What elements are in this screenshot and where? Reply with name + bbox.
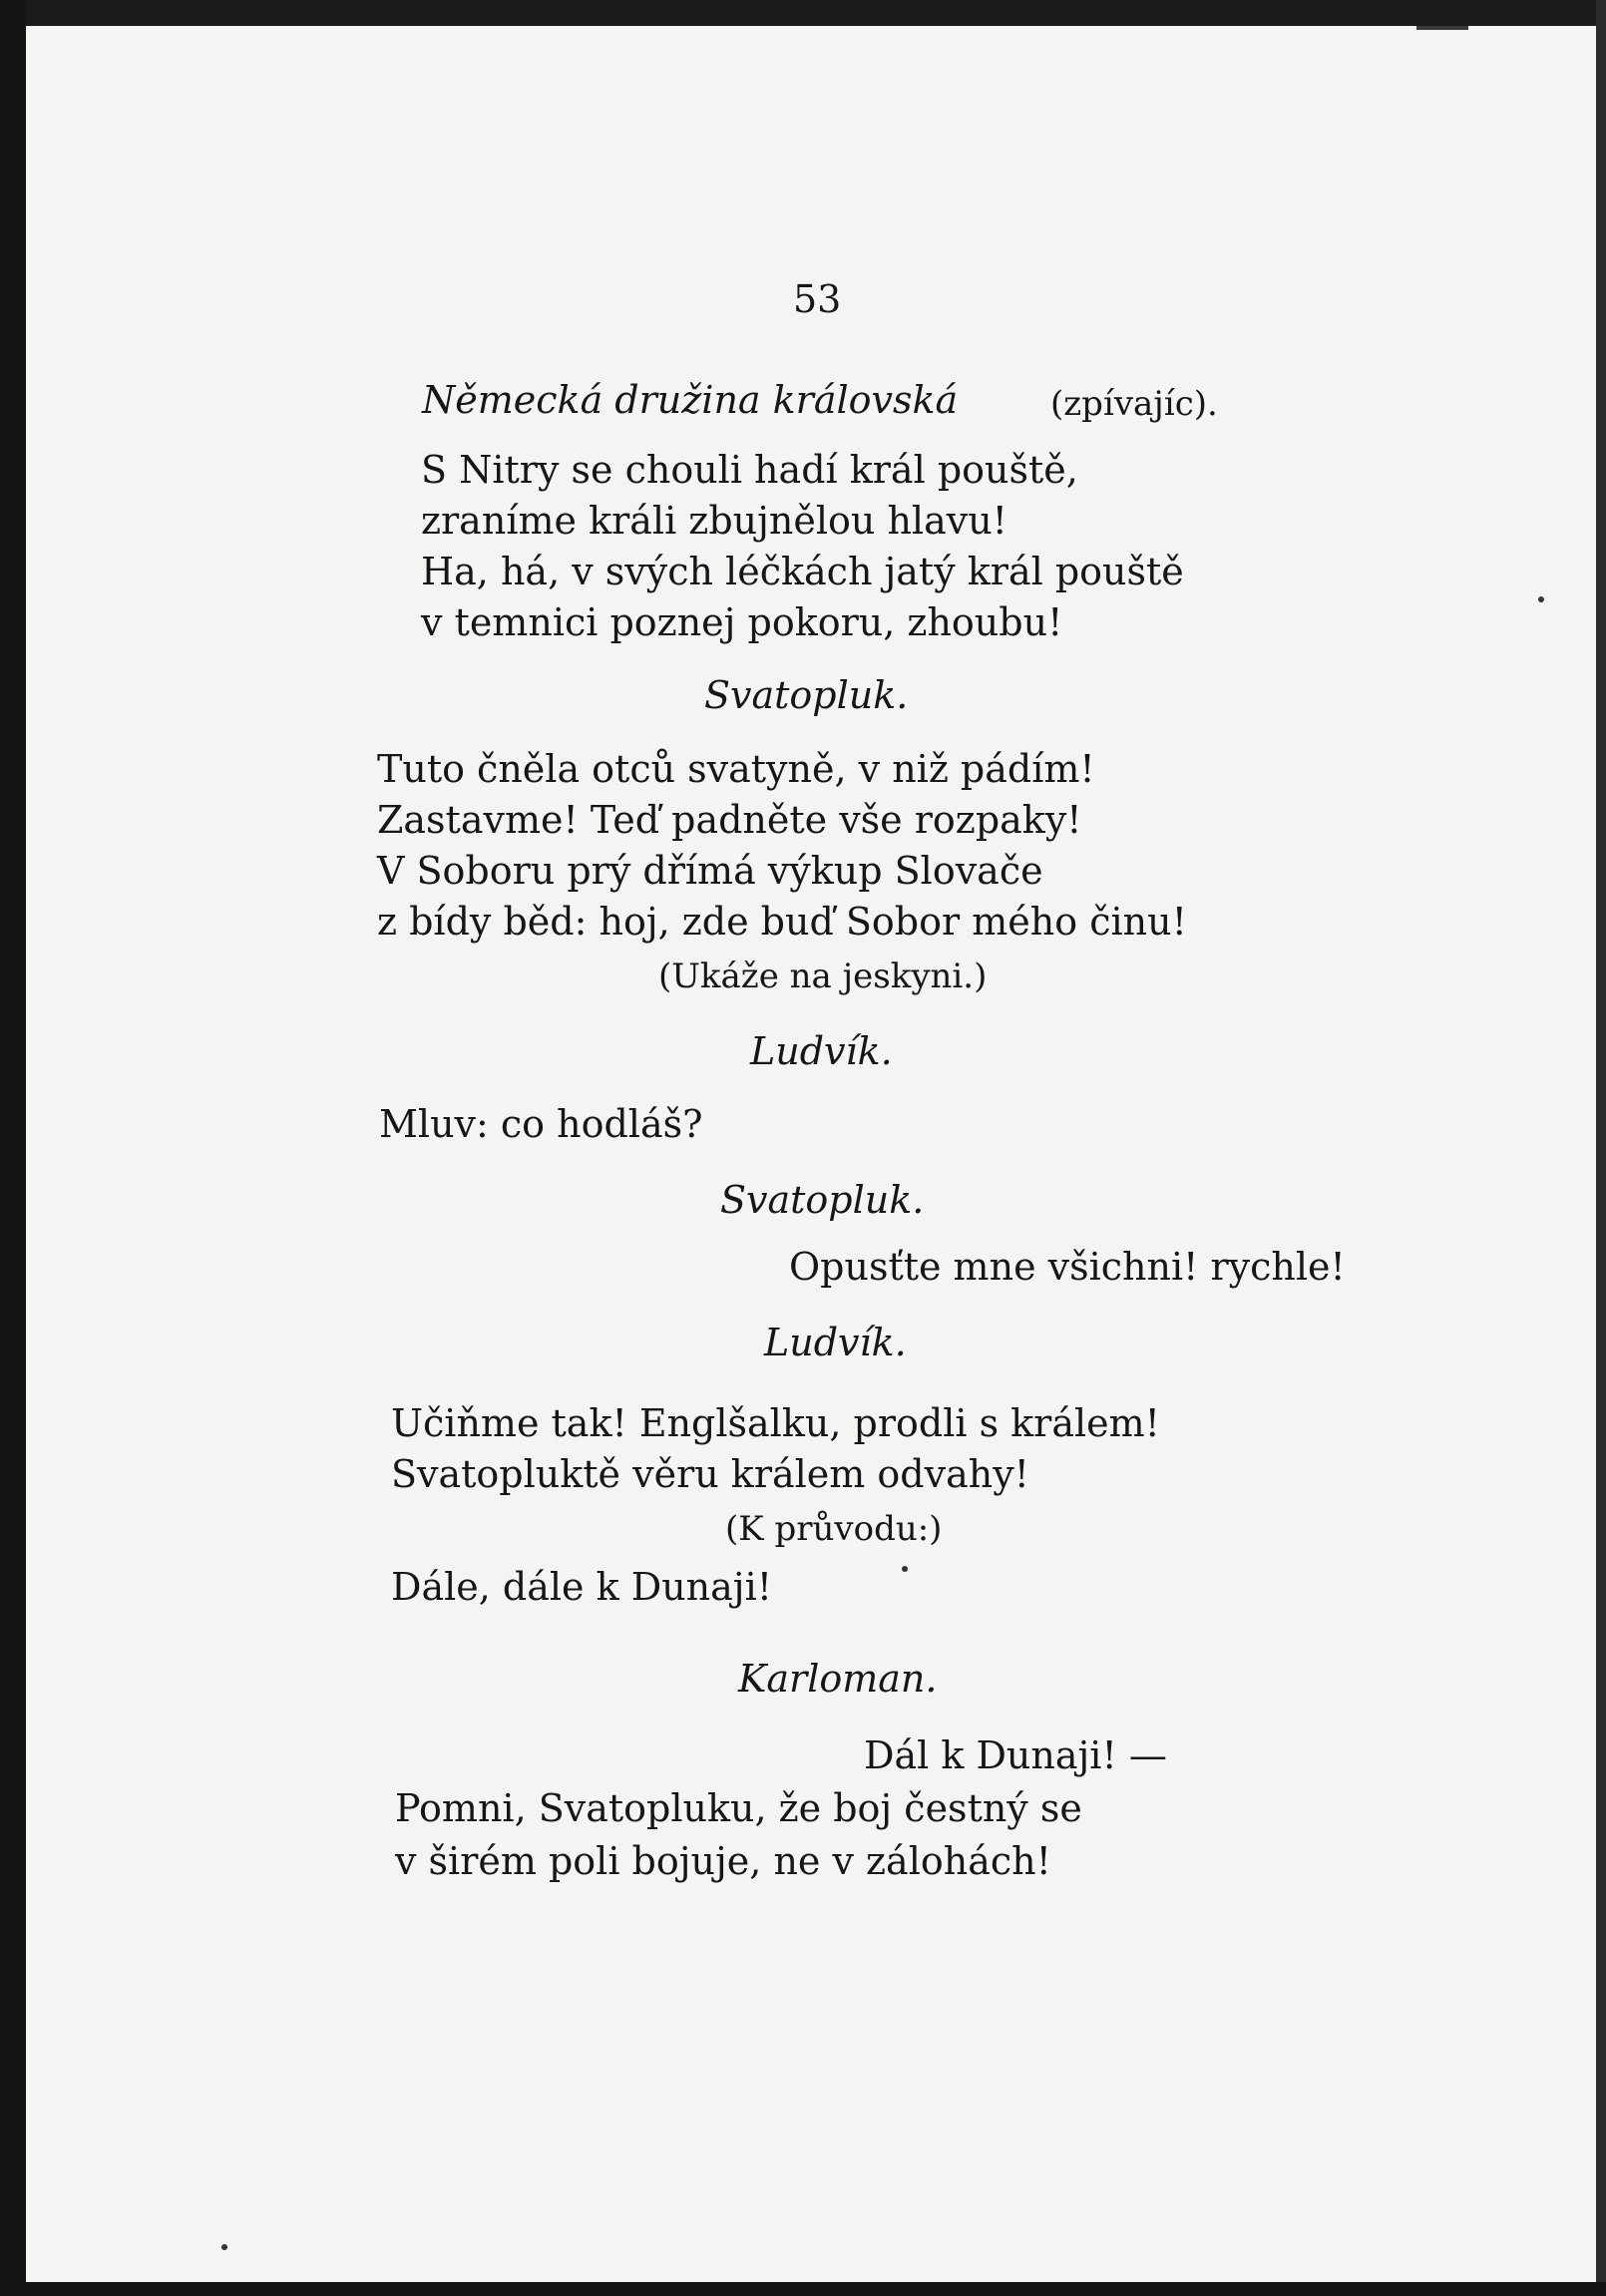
verse-line: Pomni, Svatopluku, že boj čestný se (395, 1786, 1082, 1830)
verse-line: Dále, dále k Dunaji! (391, 1565, 773, 1609)
speaker-ludvik: Ludvík. (750, 1029, 893, 1073)
stage-direction-ukaze: (Ukáže na jeskyni.) (658, 957, 988, 996)
verse-line: Dál k Dunaji! — (864, 1733, 1167, 1777)
scan-top-mark (1416, 26, 1468, 30)
speaker-nemecka-druzina: Německá družina královská (422, 378, 959, 422)
verse-line: Tuto čněla otců svatyně, v niž pádím! (377, 747, 1095, 791)
verse-line: Zastavme! Teď padněte vše rozpaky! (377, 798, 1082, 842)
verse-line: S Nitry se chouli hadí král pouště, (421, 448, 1078, 492)
speaker-svatopluk: Svatopluk. (720, 1178, 925, 1222)
stage-direction-k-pruvodu: (K průvodu:) (725, 1509, 943, 1549)
page-number: 53 (793, 277, 842, 321)
speaker-karloman: Karloman. (738, 1657, 938, 1701)
verse-line: v temnici poznej pokoru, zhoubu! (421, 600, 1063, 644)
scan-left-edge (0, 0, 26, 2296)
verse-line: Svatopluktě věru králem odvahy! (391, 1452, 1029, 1496)
speaker-svatopluk: Svatopluk. (704, 673, 909, 717)
verse-line: v širém poli bojuje, ne v zálohách! (395, 1839, 1051, 1883)
ink-speck (221, 2244, 227, 2250)
stage-direction-zpivajic: (zpívajíc). (1050, 384, 1218, 424)
scan-bottom-edge (0, 2282, 1606, 2296)
ink-speck (902, 1566, 908, 1572)
verse-line: z bídy běd: hoj, zde buď Sobor mého činu! (377, 900, 1187, 944)
verse-line: V Soboru prý dřímá výkup Slovače (377, 849, 1043, 893)
scan-right-edge (1596, 0, 1606, 2296)
verse-line: Učiňme tak! Englšalku, prodli s králem! (391, 1401, 1160, 1445)
verse-line: Mluv: co hodláš? (379, 1102, 703, 1146)
verse-line: Opusťte mne všichni! rychle! (789, 1245, 1346, 1289)
book-page (26, 26, 1596, 2282)
speaker-ludvik: Ludvík. (764, 1321, 907, 1364)
verse-line: zraníme králi zbujnělou hlavu! (421, 499, 1007, 543)
verse-line: Ha, há, v svých léčkách jatý král pouště (421, 550, 1184, 593)
ink-speck (1538, 596, 1544, 602)
